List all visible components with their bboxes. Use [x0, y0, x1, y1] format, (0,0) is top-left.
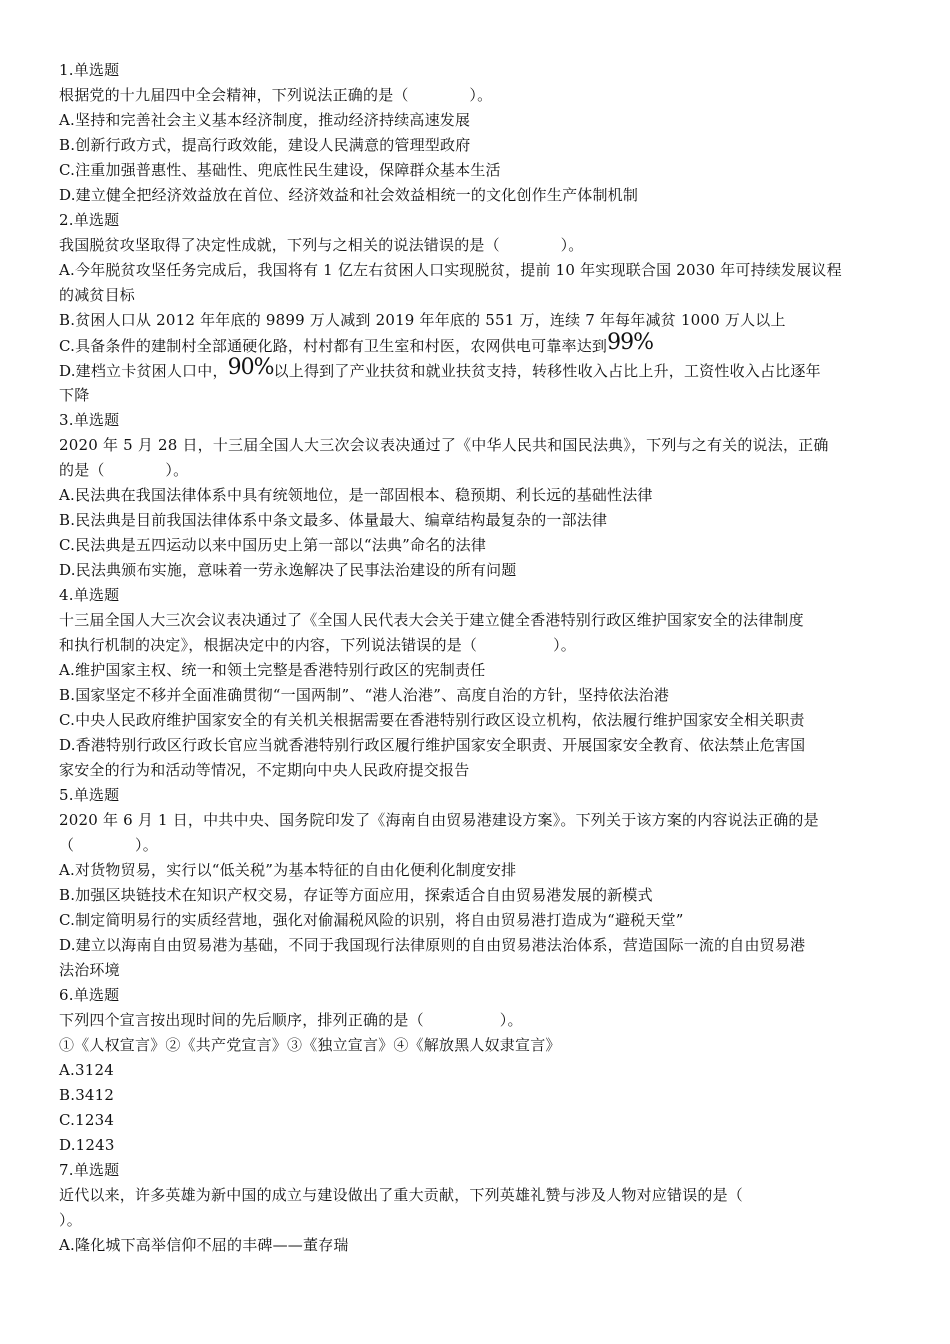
question-4-stem-line-1: 十三届全国人大三次会议表决通过了《全国人民代表大会关于建立健全香港特别行政区维护国家安全的法律制度 — [59, 611, 804, 629]
question-5-stem-line-1: 2020 年 6 月 1 日，中共中央、国务院印发了《海南自由贸易港建设方案》。下列关于该方案的内容说法正确的是 — [59, 811, 819, 829]
question-1-stem: 根据党的十九届四中全会精神，下列说法正确的是（ ）。 — [59, 86, 493, 104]
question-2-option-d[interactable] — [59, 355, 887, 408]
question-3-option-b[interactable]: B.民法典是目前我国法律体系中条文最多、体量最大、编章结构最复杂的一部法律 — [59, 511, 608, 529]
question-6-option-d[interactable]: D.1243 — [59, 1136, 115, 1154]
question-7-option-a[interactable]: A.隆化城下高举信仰不屈的丰碑——董存瑞 — [59, 1236, 349, 1254]
question-3-header: 3.单选题 — [59, 411, 120, 429]
question-4-option-d-line-1: D.香港特别行政区行政长官应当就香港特别行政区履行维护国家安全职责、开展国家安全教育、依法禁止危害国 — [59, 736, 806, 754]
question-4-option-a[interactable]: A.维护国家主权、统一和领土完整是香港特别行政区的宪制责任 — [59, 661, 486, 679]
question-6-option-c[interactable]: C.1234 — [59, 1111, 115, 1129]
question-2-option-d-line-1 — [59, 355, 887, 383]
question-2-option-c[interactable] — [59, 330, 887, 358]
question-1-option-b[interactable]: B.创新行政方式，提高行政效能，建设人民满意的管理型政府 — [59, 136, 471, 154]
question-6-header: 6.单选题 — [59, 986, 120, 1004]
question-3-option-d[interactable]: D.民法典颁布实施，意味着一劳永逸解决了民事法治建设的所有问题 — [59, 561, 517, 579]
question-2-option-c-text: C.具备条件的建制村全部通硬化路，村村都有卫生室和村医，农网供电可靠率达到 — [59, 337, 608, 355]
question-3-option-a[interactable]: A.民法典在我国法律体系中具有统领地位，是一部固根本、稳预期、利长远的基础性法律 — [59, 486, 653, 504]
question-7-stem-line-2: ）。 — [59, 1211, 82, 1229]
question-5-stem-line-2: （ ）。 — [59, 836, 158, 854]
question-1-option-a[interactable]: A.坚持和完善社会主义基本经济制度，推动经济持续高速发展 — [59, 111, 471, 129]
question-4-header: 4.单选题 — [59, 586, 120, 604]
question-6-option-b[interactable]: B.3412 — [59, 1086, 115, 1104]
question-4-option-d[interactable] — [59, 733, 887, 783]
question-2-option-c-value: 99% — [607, 330, 654, 355]
question-2-option-d-text-1: D.建档立卡贫困人口中， — [59, 362, 228, 380]
question-2-option-a-line-1: A.今年脱贫攻坚任务完成后，我国将有 1 亿左右贫困人口实现脱贫，提前 10 年实现联合国 2030 年可持续发展议程 — [59, 261, 842, 279]
question-5-option-a[interactable]: A.对货物贸易，实行以“低关税”为基本特征的自由化便利化制度安排 — [59, 861, 517, 879]
question-7-header: 7.单选题 — [59, 1161, 120, 1179]
question-5-header: 5.单选题 — [59, 786, 120, 804]
question-3-stem-line-1: 2020 年 5 月 28 日，十三届全国人大三次会议表决通过了《中华人民共和国民法典》，下列与之有关的说法，正确 — [59, 436, 829, 454]
question-6-stem-line-2: ①《人权宣言》②《共产党宣言》③《独立宣言》④《解放黑人奴隶宣言》 — [59, 1036, 561, 1054]
question-1-header: 1.单选题 — [59, 61, 120, 79]
question-3-option-c[interactable]: C.民法典是五四运动以来中国历史上第一部以“法典”命名的法律 — [59, 536, 487, 554]
question-1-option-d[interactable]: D.建立健全把经济效益放在首位、经济效益和社会效益相统一的文化创作生产体制机制 — [59, 186, 639, 204]
question-2-option-a[interactable] — [59, 258, 887, 308]
question-5-option-d[interactable] — [59, 933, 887, 983]
question-5-option-c[interactable]: C.制定简明易行的实质经营地，强化对偷漏税风险的识别，将自由贸易港打造成为“避税天堂” — [59, 911, 684, 929]
exam-page — [59, 58, 887, 1258]
question-2-header: 2.单选题 — [59, 211, 120, 229]
question-2-option-d-line-2: 下降 — [59, 386, 90, 404]
question-5-option-d-line-1: D.建立以海南自由贸易港为基础，不同于我国现行法律原则的自由贸易港法治体系，营造国际一流的自由贸易港 — [59, 936, 806, 954]
question-4-option-c[interactable]: C.中央人民政府维护国家安全的有关机关根据需要在香港特别行政区设立机构，依法履行维护国家安全相关职责 — [59, 711, 805, 729]
question-2-option-d-value: 90% — [227, 355, 274, 380]
question-2-option-d-text-2: 以上得到了产业扶贫和就业扶贫支持，转移性收入占比上升，工资性收入占比逐年 — [273, 362, 821, 380]
question-2-option-b[interactable]: B.贫困人口从 2012 年年底的 9899 万人减到 2019 年年底的 551 万，连续 7 年每年减贫 1000 万人以上 — [59, 311, 786, 329]
question-4-option-d-line-2: 家安全的行为和活动等情况，不定期向中央人民政府提交报告 — [59, 761, 470, 779]
question-1-option-c[interactable]: C.注重加强普惠性、基础性、兜底性民生建设，保障群众基本生活 — [59, 161, 501, 179]
question-7-stem-line-1: 近代以来，许多英雄为新中国的成立与建设做出了重大贡献，下列英雄礼赞与涉及人物对应错误的是（ — [59, 1186, 744, 1204]
question-6-option-a[interactable]: A.3124 — [59, 1061, 114, 1079]
question-2-stem: 我国脱贫攻坚取得了决定性成就，下列与之相关的说法错误的是（ ）。 — [59, 236, 584, 254]
question-3-stem-line-2: 的是（ ）。 — [59, 461, 189, 479]
question-5-option-d-line-2: 法治环境 — [59, 961, 120, 979]
question-4-option-b[interactable]: B.国家坚定不移并全面准确贯彻“一国两制”、“港人治港”、高度自治的方针，坚持依法治港 — [59, 686, 670, 704]
question-4-stem-line-2: 和执行机制的决定》，根据决定中的内容，下列说法错误的是（ ）。 — [59, 636, 577, 654]
question-5-option-b[interactable]: B.加强区块链技术在知识产权交易，存证等方面应用，探索适合自由贸易港发展的新模式 — [59, 886, 653, 904]
question-6-stem-line-1: 下列四个宣言按出现时间的先后顺序，排列正确的是（ ）。 — [59, 1011, 523, 1029]
question-2-option-a-line-2: 的减贫目标 — [59, 286, 136, 304]
